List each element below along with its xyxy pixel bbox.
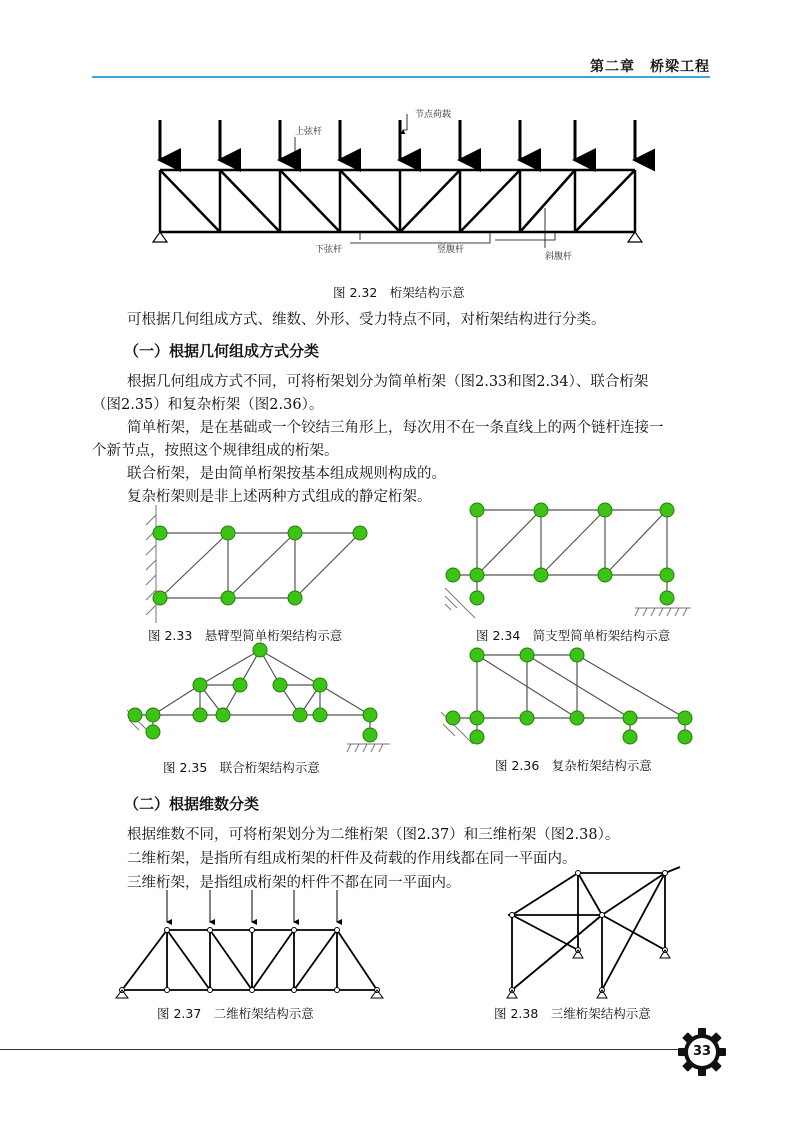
label-node-load: 节点荷载 xyxy=(415,110,452,120)
paragraph-3-line1: 简单桁架，是在基础或一个铰结三角形上，每次用不在一条直线上的两个链杆连接一 xyxy=(127,420,664,436)
caption-2-33: 图 2.33 悬臂型简单桁架结构示意 xyxy=(148,628,343,643)
figure-2-37 xyxy=(112,885,392,1005)
label-diagonal-web: 斜腹杆 xyxy=(545,252,573,262)
caption-2-34: 图 2.34 简支型简单桁架结构示意 xyxy=(476,628,671,643)
figure-2-36 xyxy=(435,640,700,755)
paragraph-5: 复杂桁架则是非上述两种方式组成的静定桁架。 xyxy=(127,489,432,505)
section-heading-1: （一）根据几何组成方式分类 xyxy=(124,342,320,360)
figure-2-38 xyxy=(500,865,690,1000)
section-heading-2: （二）根据维数分类 xyxy=(124,795,260,813)
paragraph-3-line2: 个新节点，按照这个规律组成的桁架。 xyxy=(92,443,339,459)
paragraph-8: 三维桁架，是指组成桁架的杆件不都在同一平面内。 xyxy=(127,875,461,891)
header-rule xyxy=(92,76,710,78)
page-number: 33 xyxy=(692,1044,712,1059)
paragraph-4: 联合桁架，是由简单桁架按基本组成规则构成的。 xyxy=(127,466,446,482)
caption-2-36: 图 2.36 复杂桁架结构示意 xyxy=(495,758,652,773)
paragraph-2-line1: 根据几何组成方式不同，可将桁架划分为简单桁架（图2.33和图2.34）、联合桁架 xyxy=(127,374,649,390)
label-top-chord: 上弦杆 xyxy=(295,127,323,137)
caption-2-37: 图 2.37 二维桁架结构示意 xyxy=(157,1006,314,1021)
label-bottom-chord: 下弦杆 xyxy=(315,245,343,255)
figure-2-34 xyxy=(435,498,695,623)
chapter-header: 第二章 桥梁工程 xyxy=(590,59,710,75)
footer-rule xyxy=(0,1049,690,1050)
figure-2-32 xyxy=(145,100,655,270)
paragraph-6: 根据维数不同，可将桁架划分为二维桁架（图2.37）和三维桁架（图2.38）。 xyxy=(127,827,620,843)
paragraph-7: 二维桁架，是指所有组成桁架的杆件及荷载的作用线都在同一平面内。 xyxy=(127,851,577,867)
caption-2-38: 图 2.38 三维桁架结构示意 xyxy=(494,1006,651,1021)
paragraph-2-line2: （图2.35）和复杂桁架（图2.36）。 xyxy=(92,397,324,413)
figure-2-35 xyxy=(125,640,390,755)
caption-2-35: 图 2.35 联合桁架结构示意 xyxy=(163,760,320,775)
figure-2-33 xyxy=(140,505,380,625)
paragraph-intro: 可根据几何组成方式、维数、外形、受力特点不同，对桁架结构进行分类。 xyxy=(127,312,606,328)
label-vertical-web: 竖腹杆 xyxy=(437,245,465,255)
caption-2-32: 图 2.32 桁架结构示意 xyxy=(333,285,465,300)
